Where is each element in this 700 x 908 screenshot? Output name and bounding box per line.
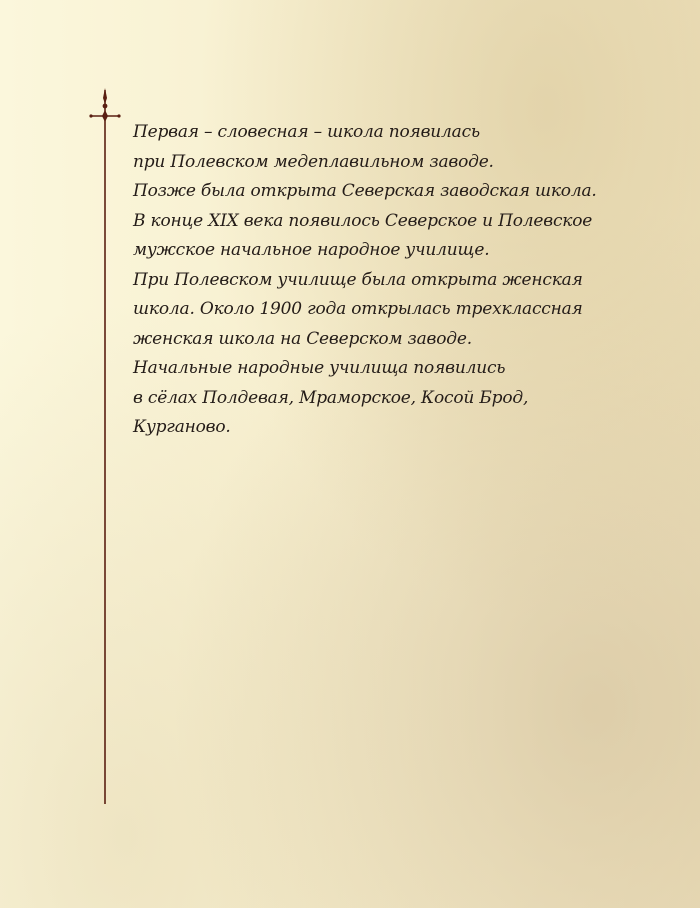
text-line: Позже была открыта Северская заводская школа. [133, 181, 597, 201]
text-line: Курганово. [133, 417, 231, 437]
body-text [133, 118, 673, 443]
text-line: При Полевском училище была открыта женская [133, 269, 583, 290]
divider-knob [103, 104, 108, 109]
text-line: школа. Около 1900 года открылась трехклассная [133, 299, 583, 319]
text-line: в сёлах Полдевая, Мраморское, Косой Брод, [133, 387, 529, 408]
text-line: при Полевском медеплавильном заводе. [133, 151, 494, 172]
text-line: Начальные народные училища появились [133, 358, 506, 378]
divider-finial [103, 88, 107, 104]
text-line: женская школа на Северском заводе. [133, 328, 472, 349]
ornamental-divider [80, 80, 130, 808]
text-line: мужское начальное народное училище. [133, 240, 490, 260]
text-line: Первая – словесная – школа появилась [133, 122, 480, 142]
text-line: В конце XIX века появилось Северское и Полевское [133, 210, 593, 231]
